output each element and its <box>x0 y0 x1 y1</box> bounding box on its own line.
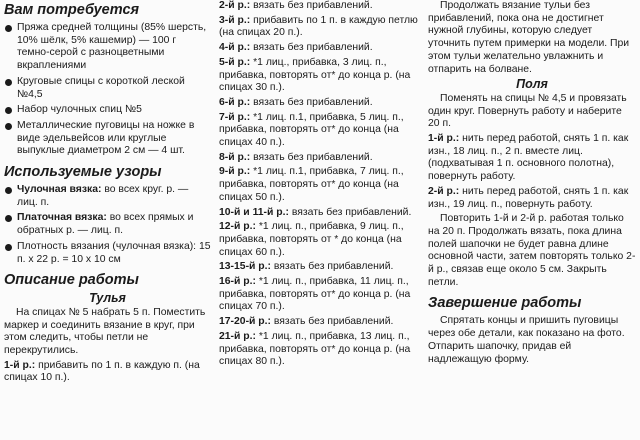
crown-intro: На спицах № 5 набрать 5 п. Поместить маркер и соединить вязание в круг, при этом следить, чтобы петли не перекрутились. <box>4 306 206 357</box>
heading-materials: Вам потребуется <box>4 2 140 18</box>
material-item: Набор чулочных спиц №5 <box>4 104 211 117</box>
row-instruction: 10-й и 11-й р.: вязать без прибавлений. <box>219 206 412 218</box>
row-instruction: 2-й р.: нить перед работой, снять 1 п. как изн., 19 лиц. п., повернуть работу. <box>428 185 629 210</box>
row-instruction: 16-й р.: *1 лиц. п., прибавка, 11 лиц. п., прибавка, повторять от* до конца р. (на спицах 70 п.). <box>219 276 411 313</box>
bullet-icon <box>5 187 12 194</box>
row-instruction: 17-20-й р.: вязать без прибавлений. <box>219 316 394 328</box>
row-instruction: 13-15-й р.: вязать без прибавлений. <box>219 261 394 273</box>
row-instruction: 5-й р.: *1 лиц., прибавка, 3 лиц. п., прибавка, повторять от* до конца р. (на спицах 30 п.). <box>219 56 411 94</box>
bullet-icon <box>5 215 12 222</box>
brim-end: Повторить 1-й и 2-й р. работая только на 20 п. Продолжать вязать, пока длина полей шапочки не будет равна длине основной части, затем повторять только 2-й р., связав еще около 5 см. Закрыть петли. <box>428 213 636 288</box>
row-instruction: 6-й р.: вязать без прибавлений. <box>219 96 373 108</box>
crown-continue: Продолжать вязание тульи без прибавлений, пока она не достигнет нужной глубины, которую следует уточнить путем примерки на модели. При этом тульи желательно увлажнить и отпарить на болване. <box>428 0 630 75</box>
row-instruction: 8-й р.: вязать без прибавлений. <box>219 151 373 163</box>
row-instruction: 2-й р.: вязать без прибавлений. <box>219 0 373 11</box>
material-item: Металлические пуговицы на ножке в виде эдельвейсов или круглые выпуклые диаметром 2 см — 4 шт. <box>4 120 211 158</box>
heading-description: Описание работы <box>4 272 139 289</box>
bullet-icon <box>5 79 12 86</box>
bullet-icon <box>5 123 12 130</box>
material-item: Круговые спицы с короткой леской №4,5 <box>4 76 211 101</box>
finish-text: Спрятать концы и пришить пуговицы через обе детали, как показано на фото. Отпарить шапочку, придав ей надлежащую форму. <box>428 315 625 365</box>
material-item: Пряжа средней толщины (85% шерсть, 10% шёлк, 5% кашемир) — 100 г темно-серой с разноцветными вкраплениями <box>4 22 211 73</box>
bullet-icon <box>5 244 12 251</box>
row-instruction: 21-й р.: *1 лиц. п., прибавка, 13 лиц. п., прибавка, повторять от* до конца р. (на спицах 80 п.). <box>219 330 411 368</box>
column-middle <box>219 0 419 371</box>
row-instruction: 12-й р.: *1 лиц. п., прибавка, 9 лиц. п., прибавка, повторять от * до конца (на спицах 60 п.). <box>219 221 404 258</box>
brim-intro: Поменять на спицы № 4,5 и провязать один круг. Повернуть работу и наберите 20 п. <box>428 92 627 130</box>
column-left <box>4 0 211 387</box>
gauge-item: Плотность вязания (чулочная вязка): 15 п. x 22 р. = 10 x 10 см <box>4 241 211 266</box>
bullet-icon <box>5 107 12 114</box>
row-instruction: 1-й р.: прибавить по 1 п. в каждую п. (на спицах 10 п.). <box>4 359 200 384</box>
row-instruction: 4-й р.: вязать без прибавлений. <box>219 42 373 54</box>
row-instruction: 9-й р.: *1 лиц. п.1, прибавка, 7 лиц. п., прибавка, повторять от* до конца (на спицах 50 п.). <box>219 166 404 203</box>
subheading-crown: Тулья <box>89 291 126 306</box>
bullet-icon <box>5 25 12 32</box>
heading-finish: Завершение работы <box>428 295 582 312</box>
heading-patterns: Используемые узоры <box>4 164 162 181</box>
column-right <box>428 0 636 368</box>
row-instruction: 1-й р.: нить перед работой, снять 1 п. как изн., 18 лиц. п., 2 п. вместе лиц. (подхватывая 1 п. основного полотна), повернуть работу. <box>428 133 629 183</box>
subheading-brim: Поля <box>516 77 548 92</box>
pattern-item: Платочная вязка: во всех прямых и обратных р. — лиц. п. <box>4 212 211 237</box>
pattern-item: Чулочная вязка: во всех круг. р. — лиц. п. <box>4 184 211 209</box>
row-instruction: 7-й р.: *1 лиц. п.1, прибавка, 5 лиц. п., прибавка, повторять от* до конца (на спицах 40 п.). <box>219 111 404 149</box>
row-instruction: 3-й р.: прибавить по 1 п. в каждую петлю (на спицах 20 п.). <box>219 14 418 39</box>
